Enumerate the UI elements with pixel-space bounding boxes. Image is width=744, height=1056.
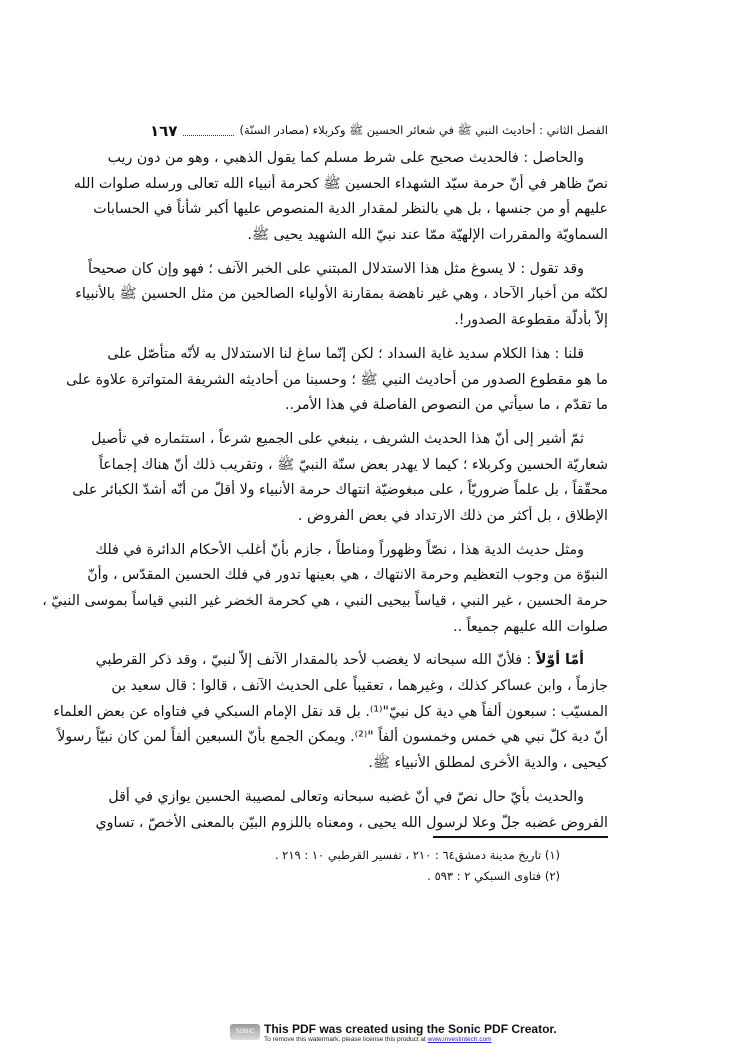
line-text: حرمة الحسين ، غير النبي ، قياساً بيحيى النبي ، هي كحرمة الخضر غير النبي قياساً بموسى النبيّ ، bbox=[42, 593, 608, 609]
watermark bbox=[230, 1022, 557, 1051]
line-text: السماويّة والمقررات الإلهيّة ممّا عند نبيّ الله الشهيد يحيى ﷺ. bbox=[247, 227, 608, 244]
line-text: شعاريّة الحسين وكربلاء ؛ كيما لا يهدر بعض سنّة النبيّ ﷺ ، وتقريب ذلك أنّ هناك إجماعاً bbox=[98, 456, 608, 473]
text-line bbox=[42, 589, 608, 615]
text-line bbox=[73, 172, 608, 198]
footnote-separator bbox=[433, 836, 608, 838]
footnote-1: (١) تاريخ مدينة دمشق٦٤ : ٢١٠ ، تفسير القرطبي ١٠ : ٢١٩ . bbox=[274, 848, 560, 862]
text-line bbox=[95, 811, 608, 837]
line-text: المسيّب : سبعون ألفاً هي دية كل نبيّ"⁽¹⁾. بل قد نقل الإمام السبكي في فتاواه عن بعض العلماء bbox=[53, 703, 608, 720]
line-text: ومثل حديث الدية هذا ، نصّاً وظهوراً ومناطاً ، جازم بأنّ أغلب الأحكام الدائرة في فلك bbox=[95, 541, 584, 558]
page-number: ١٦٧ bbox=[150, 122, 178, 140]
line-text: محقّقاً ، بل علماً ضروريّاً ، على مبغوضيّة انتهاك حرمة الأنبياء ولا أقلّ من أنّه أشدّ الكبائر على bbox=[72, 482, 608, 499]
sonic-pdf-logo: SONIC PDF bbox=[230, 1024, 260, 1040]
body-text bbox=[42, 146, 608, 844]
text-line bbox=[66, 368, 608, 394]
text-line bbox=[138, 393, 608, 419]
watermark-line-2 bbox=[264, 1036, 492, 1043]
line-text: والحاصل : فالحديث صحيح على شرط مسلم كما يقول الذهبي ، وهو من دون ريب bbox=[107, 150, 584, 166]
line-text: أنّ دية كلّ نبي هي خمس وخمسون ألفاً "⁽²⁾. ويمكن الجمع بأنّ السبعين ألفاً لمن كان نبيّاً رسولاً bbox=[57, 729, 608, 746]
text-line bbox=[98, 453, 608, 479]
footnotes bbox=[138, 845, 608, 887]
line-text: والحديث بأيّ حال نصّ في أنّ غضبه سبحانه وتعالى لمصيبة الحسين يوازي في أقل bbox=[108, 788, 584, 805]
line-text: ما هو مقطوع الصدور من أحاديث النبي ﷺ ؛ وحسبنا من أحاديثه الشريفة المتواترة علاوة على bbox=[66, 371, 608, 388]
line-text: النبوّة من وجوب التعظيم وحرمة الانتهاك ، هي بعينها تدور في فلك الحسين المقدّس ، وأنّ bbox=[87, 567, 608, 584]
text-line bbox=[138, 615, 608, 641]
text-line bbox=[91, 427, 608, 453]
bold-lead: أمّا أوّلاً bbox=[535, 652, 584, 669]
text-line bbox=[111, 674, 608, 700]
line-text: نصّ ظاهر في أنّ حرمة سيّد الشهداء الحسين ﷺ كحرمة أنبياء الله تعالى ورسله صلوات الله bbox=[73, 175, 608, 192]
text-line bbox=[87, 563, 608, 589]
text-line bbox=[138, 751, 608, 777]
text-line bbox=[53, 700, 608, 726]
line-text: قلنا : هذا الكلام سديد غاية السداد ؛ لكن إنّما ساغ لنا الاستدلال به لأنّه متأصّل على bbox=[107, 345, 584, 362]
line-text: صلوات الله عليهم جميعاً .. bbox=[453, 618, 608, 635]
line-text: ما تقدّم ، ما سيأتي من النصوص الفاصلة في هذا الأمر.. bbox=[285, 397, 608, 414]
paragraph bbox=[66, 342, 608, 419]
paragraph bbox=[73, 146, 608, 249]
text-line bbox=[138, 223, 608, 249]
line-text: الإطلاق ، بل أكثر من ذلك الارتداد في بعض الفروض . bbox=[297, 507, 608, 524]
footnote-2: (٢) فتاوى السبكي ٢ : ٥٩٣ . bbox=[427, 869, 560, 883]
text-line bbox=[57, 725, 608, 751]
paragraph bbox=[95, 785, 608, 836]
text-line bbox=[95, 648, 608, 674]
running-header bbox=[138, 121, 608, 141]
line-text: عليهم أو من جنسها ، بل هي بالنظر لمقدار الدية المنصوص عليها أكبر شأناً في الحسابات bbox=[93, 201, 608, 218]
text-line bbox=[75, 282, 608, 308]
paragraph bbox=[53, 648, 608, 776]
watermark-line-2-text: To remove this watermark, please license this product at bbox=[264, 1036, 428, 1043]
paragraph bbox=[42, 538, 608, 641]
watermark-line-1: This PDF was created using the Sonic PDF Creator. bbox=[264, 1022, 557, 1036]
text-line bbox=[108, 785, 608, 811]
header-dotted-leader bbox=[183, 127, 233, 136]
text-line bbox=[72, 478, 608, 504]
line-text: وقد تقول : لا يسوغ مثل هذا الاستدلال المبتني على الخبر الآنف ؛ فهو وإن كان صحيحاً bbox=[88, 260, 584, 277]
line-text: جازماً ، وابن عساكر كذلك ، وغيرهما ، تعقيباً على الحديث الآنف ، قالوا : قال سعيد بن bbox=[111, 678, 608, 695]
line-text: الفروض غضبه جلّ وعلا لرسول الله يحيى ، ومعناه باللزوم البيّن بالمعنى الأخصّ ، تساوي bbox=[95, 814, 608, 831]
line-text: كيحيى ، والدية الأخرى لمطلق الأنبياء ﷺ. bbox=[368, 755, 608, 772]
text-line bbox=[138, 308, 608, 334]
text-line bbox=[95, 538, 608, 564]
text-line bbox=[107, 342, 608, 368]
text-line bbox=[88, 257, 608, 283]
paragraph bbox=[72, 427, 608, 530]
investintech-link[interactable]: www.investintech.com bbox=[427, 1036, 492, 1043]
line-text: : فلأنّ الله سبحانه لا يغضب لأحد بالمقدار الآنف إلاّ لنبيّ ، وقد ذكر القرطبي bbox=[95, 652, 536, 669]
paragraph bbox=[75, 257, 608, 334]
text-line bbox=[138, 504, 608, 530]
line-text: ثمّ أشير إلى أنّ هذا الحديث الشريف ، ينبغي على الجميع شرعاً ، استثماره في تأصيل bbox=[91, 430, 584, 447]
text-line bbox=[107, 146, 608, 172]
text-line bbox=[93, 197, 608, 223]
line-text: إلاّ بأدلّة مقطوعة الصدور!. bbox=[454, 312, 608, 329]
chapter-title: الفصل الثاني : أحاديث النبي ﷺ في شعائر الحسين ﷺ وكربلاء (مصادر السنّة) bbox=[239, 122, 608, 137]
line-text: لكنّه من أخبار الآحاد ، وهي غير ناهضة بمقارنة الأولياء الصالحين من مثل الحسين ﷺ بالأنبياء bbox=[75, 286, 608, 303]
